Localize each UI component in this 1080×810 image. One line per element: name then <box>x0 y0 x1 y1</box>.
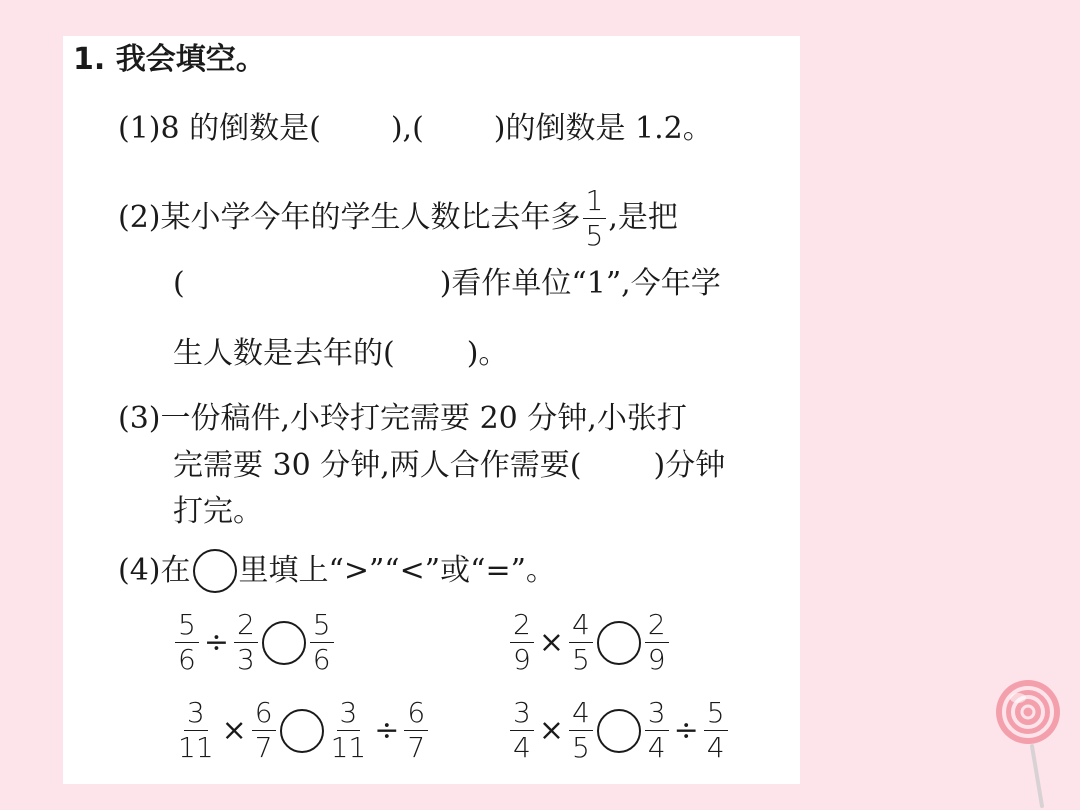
fraction-numerator: 3 <box>184 698 208 731</box>
fraction <box>569 610 593 675</box>
answer-circle[interactable] <box>597 621 641 665</box>
question-3-line-3: 打完。 <box>173 494 263 529</box>
fraction-denominator: 6 <box>178 643 196 676</box>
circle-icon <box>193 549 237 593</box>
fraction-denominator: 5 <box>571 731 590 764</box>
operator: ÷ <box>673 713 699 748</box>
fraction-denominator: 11 <box>178 731 214 764</box>
q3-lead-text: 完需要 30 分钟,两人合作需要( <box>173 448 582 483</box>
fraction <box>510 698 534 763</box>
q2-fraction <box>583 183 607 252</box>
fraction-denominator: 4 <box>513 731 531 764</box>
fraction-denominator: 9 <box>647 643 666 676</box>
answer-circle[interactable] <box>597 709 641 753</box>
q1-tail-text: )的倒数是 1.2。 <box>493 111 713 146</box>
q2-line2-text: )看作单位“1”,今年学 <box>439 266 721 301</box>
fraction-numerator: 4 <box>569 610 593 643</box>
fraction-numerator: 5 <box>310 610 334 643</box>
fraction <box>234 610 258 675</box>
fraction-numerator: 5 <box>175 610 199 643</box>
q1-lead-text: (1)8 的倒数是( <box>118 111 321 146</box>
comparison-2 <box>508 610 671 675</box>
q2-lead-text: (2)某小学今年的学生人数比去年多 <box>118 200 581 235</box>
question-1 <box>118 111 713 147</box>
q3-tail-text: )分钟 <box>653 448 726 483</box>
fraction-numerator: 5 <box>704 698 728 731</box>
worksheet-card <box>63 36 800 784</box>
fraction-denominator: 5 <box>571 643 590 676</box>
q2-open-paren: ( <box>173 266 185 301</box>
operator: ÷ <box>374 713 400 748</box>
exercise-title: 1. 我会填空。 <box>73 42 266 77</box>
fraction-numerator: 3 <box>510 698 534 731</box>
fraction-numerator: 6 <box>252 698 276 731</box>
fraction-numerator: 2 <box>234 610 258 643</box>
question-2-line-1 <box>118 182 678 254</box>
fraction <box>645 610 669 675</box>
fraction <box>645 698 669 763</box>
operator: × <box>538 625 564 660</box>
question-3-line-2 <box>173 448 725 484</box>
fraction <box>328 698 370 763</box>
fraction <box>704 698 728 763</box>
comparison-4 <box>508 698 730 763</box>
fraction-denominator: 11 <box>330 731 367 764</box>
fraction-numerator: 2 <box>645 610 669 643</box>
fraction-numerator: 4 <box>569 698 593 731</box>
lollipop-icon <box>994 676 1074 810</box>
fraction-denominator: 6 <box>312 643 331 676</box>
fraction-numerator: 6 <box>404 698 428 731</box>
q1-mid-text: ),( <box>390 111 424 146</box>
fraction-denominator: 9 <box>513 643 531 676</box>
q4-lead-text: (4)在 <box>118 553 191 588</box>
answer-circle[interactable] <box>262 621 306 665</box>
fraction-denominator: 4 <box>647 731 666 764</box>
fraction-denominator: 7 <box>254 731 273 764</box>
fraction <box>510 610 534 675</box>
answer-circle[interactable] <box>280 709 324 753</box>
fraction-denominator: 7 <box>407 731 426 764</box>
comparison-1 <box>173 610 336 675</box>
question-2-line-2 <box>173 266 721 302</box>
q2-line3-text: 生人数是去年的( <box>173 336 395 371</box>
operator: × <box>221 713 247 748</box>
comparison-3 <box>173 698 430 763</box>
fraction-numerator: 1 <box>583 186 607 219</box>
fraction <box>404 698 428 763</box>
fraction <box>175 610 199 675</box>
question-3-line-1: (3)一份稿件,小玲打完需要 20 分钟,小张打 <box>118 401 687 436</box>
fraction-numerator: 3 <box>645 698 669 731</box>
fraction-denominator: 4 <box>706 731 725 764</box>
fraction-numerator: 2 <box>510 610 534 643</box>
question-2-line-3 <box>173 336 508 372</box>
fraction-denominator: 3 <box>236 643 255 676</box>
operator: ÷ <box>203 625 229 660</box>
fraction <box>569 698 593 763</box>
q2-after-text: ,是把 <box>608 200 678 235</box>
q4-tail-text: 里填上“>”“<”或“=”。 <box>238 553 556 588</box>
fraction-denominator: 5 <box>585 218 604 252</box>
question-4-instruction <box>118 546 556 596</box>
fraction-numerator: 3 <box>337 698 361 731</box>
fraction <box>175 698 217 763</box>
fraction <box>252 698 276 763</box>
fraction <box>310 610 334 675</box>
q2-line3-tail: )。 <box>466 336 509 371</box>
operator: × <box>538 713 564 748</box>
